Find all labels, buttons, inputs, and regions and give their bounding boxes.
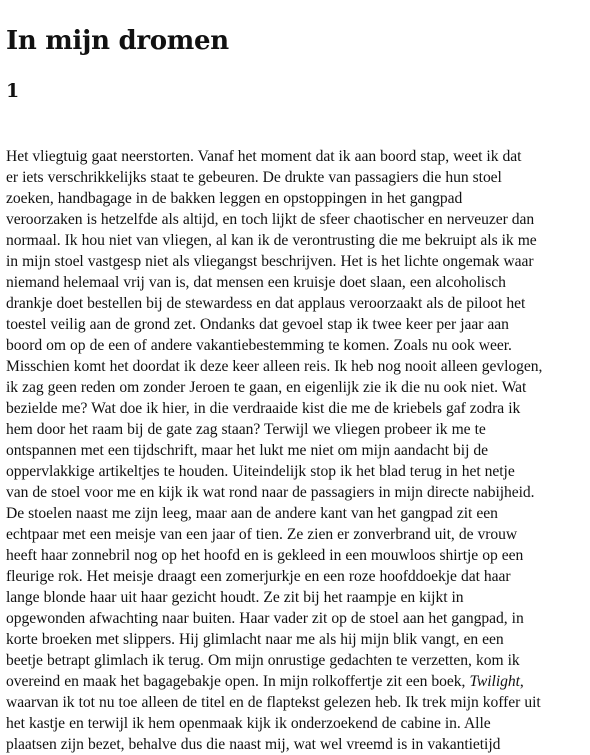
text-line: zoeken, handbagage in de bakken leggen en opstoppingen in het gangpad <box>6 190 463 207</box>
text-line: niemand helemaal vrij van is, dat mensen een kruisje doet slaan, een alcoholisch <box>6 274 506 291</box>
text-line: Het vliegtuig gaat neerstorten. Vanaf het moment dat ik aan boord stap, weet ik dat <box>6 148 522 165</box>
text-line: oppervlakkige artikeltjes te houden. Uiteindelijk stop ik het blad terug in het netje <box>6 463 515 480</box>
text-line: hem door het raam bij de gate zag staan? Terwijl we vliegen probeer ik me te <box>6 421 486 438</box>
book-reference-italic: Twilight <box>469 673 520 690</box>
text-line: opgewonden afwachting naar buiten. Haar vader zit op de stoel aan het gangpad, in <box>6 610 524 627</box>
text-line: er iets verschrikkelijks staat te gebeuren. De drukte van passagiers die hun stoel <box>6 169 502 186</box>
text-line: normaal. Ik hou niet van vliegen, al kan ik de verontrusting die me bekruipt als ik me <box>6 232 537 249</box>
text-line-segment: , <box>519 673 524 690</box>
text-line: De stoelen naast me zijn leeg, maar aan de andere kant van het gangpad zit een <box>6 505 498 522</box>
book-title: In mijn dromen <box>6 26 229 56</box>
text-line: lange blonde haar uit haar gezicht houdt. Ze zit bij het raampje en kijkt in <box>6 589 464 606</box>
chapter-number: 1 <box>6 80 20 102</box>
text-line: heeft haar zonnebril nog op het hoofd en is gekleed in een mouwloos shirtje op een <box>6 547 524 564</box>
text-line: toestel veilig aan de grond zet. Ondanks dat gevoel stap ik twee keer per jaar aan <box>6 316 509 333</box>
text-line: echtpaar met een meisje van een jaar of tien. Ze zien er zonverbrand uit, de vrouw <box>6 526 518 543</box>
text-line: fleurige rok. Het meisje draagt een zomerjurkje en een roze hoofddoekje dat haar <box>6 568 511 585</box>
text-line: waarvan ik tot nu toe alleen de titel en de flaptekst gelezen heb. Ik trek mijn koffer uit <box>6 694 541 711</box>
text-line: van de stoel voor me en kijk ik wat rond naar de passagiers in mijn directe nabijheid. <box>6 484 535 501</box>
text-line: veroorzaken is hetzelfde als altijd, en toch lijkt de sfeer chaotischer en nerveuzer dan <box>6 211 535 228</box>
text-line: bezielde me? Wat doe ik hier, in die verdraaide kist die me de kriebels gaf zodra ik <box>6 400 521 417</box>
document-page <box>6 0 586 755</box>
text-line: plaatsen zijn bezet, behalve dus die naast mij, wat wel vreemd is in vakantietijd <box>6 736 501 753</box>
text-line: in mijn stoel vastgesp niet als vliegangst beschrijven. Het is het lichte ongemak waar <box>6 253 534 270</box>
text-line: boord om op de een of andere vakantiebestemming te komen. Zoals nu ook weer. <box>6 337 512 354</box>
text-line: ontspannen met een tijdschrift, maar het lukt me niet om mijn aandacht bij de <box>6 442 489 459</box>
text-line: korte broeken met slippers. Hij glimlacht naar me als hij mijn blik vangt, en een <box>6 631 504 648</box>
text-line-with-title <box>6 671 586 692</box>
text-line: het kastje en terwijl ik hem openmaak kijk ik onderzoekend de cabine in. Alle <box>6 715 491 732</box>
text-line: drankje doet bestellen bij de stewardess en dat applaus veroorzaakt als de piloot het <box>6 295 526 312</box>
chapter-body <box>6 146 586 755</box>
text-line: beetje betrapt glimlach ik terug. Om mijn onrustige gedachten te verzetten, kom ik <box>6 652 520 669</box>
text-line-segment: overeind en maak het bagagebakje open. In mijn rolkoffertje zit een boek, <box>6 673 470 690</box>
text-line: ik zag geen reden om zonder Jeroen te gaan, en eigenlijk zie ik die nu ook niet. Wat <box>6 379 527 396</box>
text-line: Misschien komt het doordat ik deze keer alleen reis. Ik heb nog nooit alleen gevlogen, <box>6 358 543 375</box>
